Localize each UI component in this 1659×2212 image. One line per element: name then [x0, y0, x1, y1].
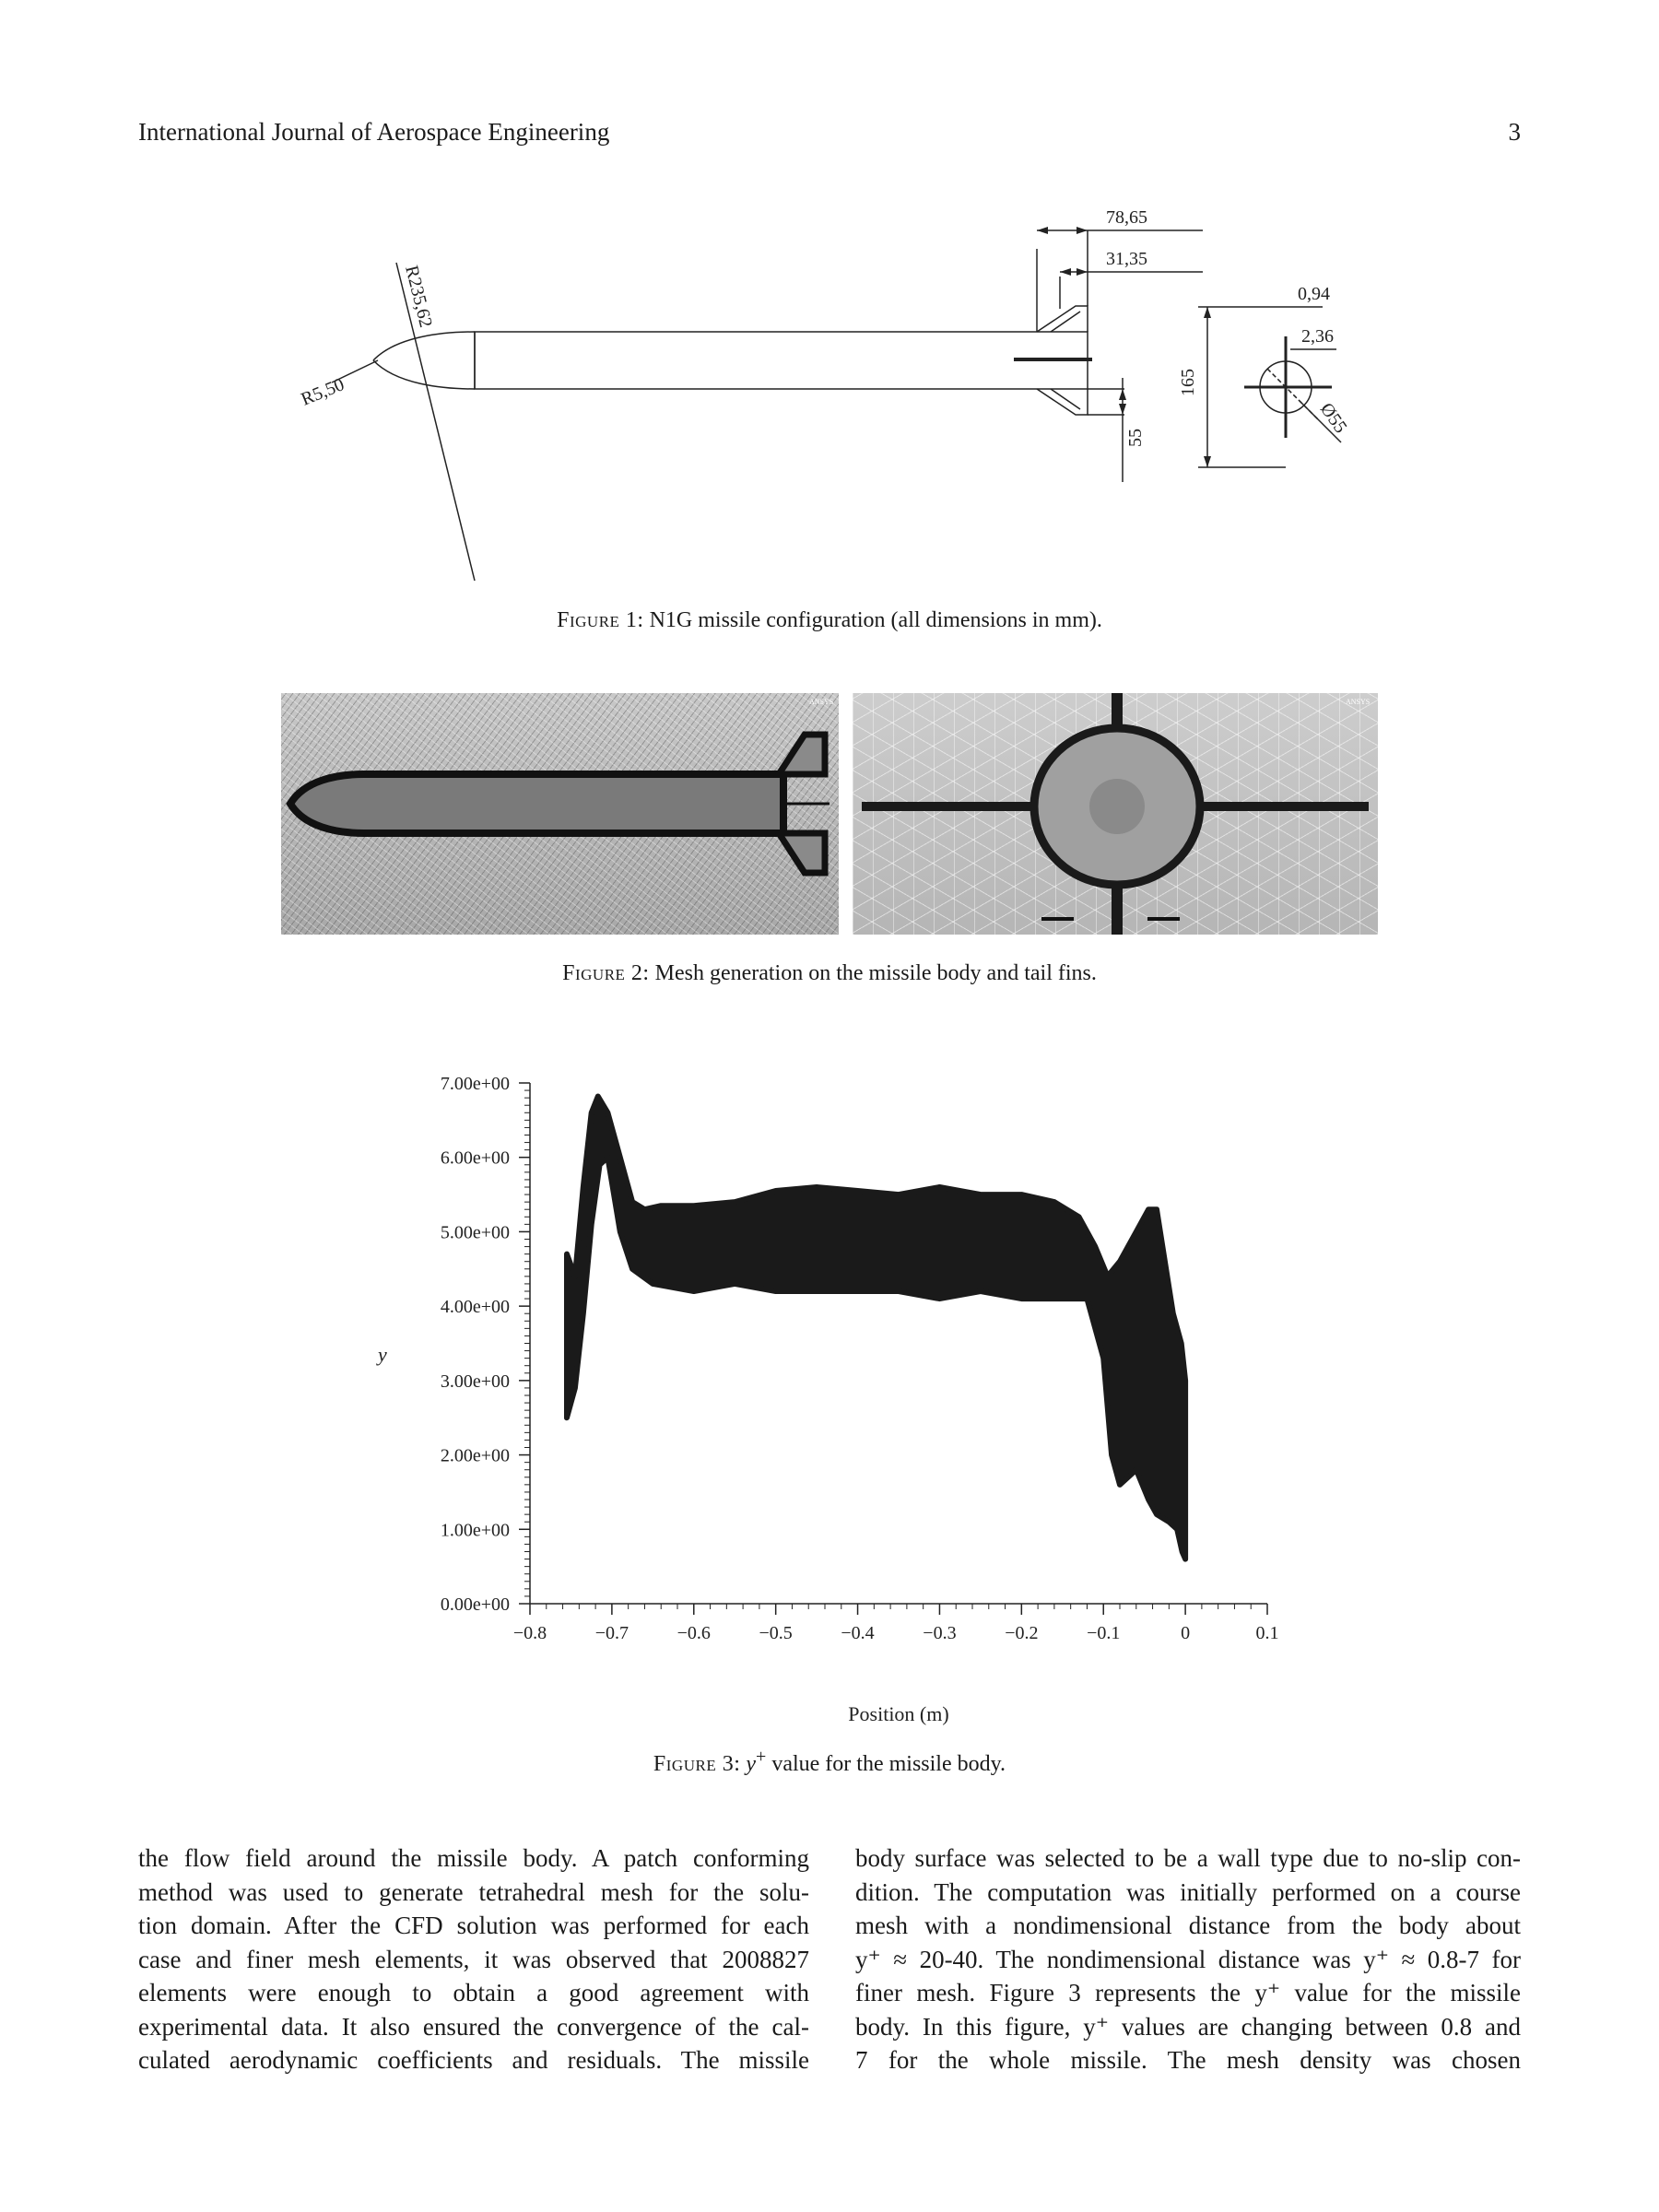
dim-fin-thickness: 0,94 — [1298, 284, 1330, 304]
body-text-right-column — [855, 1841, 1521, 2077]
chart-xlabel: Position (m) — [848, 1702, 949, 1725]
figure-3-caption-text: value for the missile body. — [771, 1752, 1006, 1776]
figure-3-label: Figure 3: — [653, 1752, 741, 1776]
x-tick-label: 0 — [1181, 1623, 1191, 1643]
y-tick-label: 1.00e+00 — [440, 1520, 510, 1541]
x-tick-label: 0.1 — [1255, 1623, 1279, 1643]
text-line: case and finer mesh elements, it was observed that 2008827 — [138, 1945, 809, 1973]
body-text-left-column — [138, 1841, 809, 2077]
dim-nose-radius: R5,50 — [298, 374, 347, 410]
dim-fin-height: 55 — [1125, 429, 1146, 447]
y-tick-label: 7.00e+00 — [440, 1074, 510, 1094]
missile-body — [475, 332, 1088, 389]
figure-3-caption — [0, 1747, 1659, 1777]
figure-3-symbol: y — [746, 1752, 757, 1776]
mesh-lower-fin — [779, 833, 825, 873]
scatter-band — [567, 1097, 1185, 1559]
text-line: mesh with a nondimensional distance from the body about — [855, 1912, 1521, 1939]
yplus-chart — [350, 1051, 1309, 1733]
y-tick-label: 6.00e+00 — [440, 1147, 510, 1169]
text-line: finer mesh. Figure 3 represents the y⁺ value for the missile — [855, 1979, 1521, 2006]
x-tick-label: −0.3 — [923, 1623, 957, 1643]
x-tick-label: −0.7 — [594, 1623, 629, 1643]
x-tick-label: −0.8 — [512, 1623, 547, 1643]
ansys-logo: ANSYS — [809, 698, 834, 706]
figure-2-label: Figure 2: — [562, 961, 650, 985]
text-line: elements were enough to obtain a good agreement with — [138, 1979, 809, 2006]
y-tick-label: 2.00e+00 — [440, 1445, 510, 1466]
missile-nose — [357, 348, 475, 359]
x-tick-label: −0.2 — [1005, 1623, 1039, 1643]
text-line: experimental data. It also ensured the convergence of the cal- — [138, 2012, 809, 2041]
x-tick-label: −0.1 — [1087, 1623, 1121, 1643]
x-tick-label: −0.5 — [759, 1623, 793, 1643]
ansys-logo: ANSYS — [1346, 698, 1371, 706]
figure-1-label: Figure 1: — [557, 608, 644, 632]
x-tick-label: −0.6 — [677, 1623, 711, 1643]
text-line: method was used to generate tetrahedral mesh for the solu- — [138, 1877, 809, 1906]
mesh-missile-body — [290, 774, 783, 833]
lower-fin — [1037, 389, 1088, 415]
dim-fin-tip-chord: 31,35 — [1106, 249, 1147, 269]
figure-1-caption-text: N1G missile configuration (all dimensions in mm). — [649, 608, 1102, 632]
dim-fin-root-chord: 78,65 — [1106, 207, 1147, 228]
x-tick-label: −0.4 — [841, 1623, 875, 1643]
missile-ogive — [373, 332, 475, 389]
text-line: culated aerodynamic coefficients and residuals. The missile — [138, 2046, 809, 2074]
running-head: International Journal of Aerospace Engineering — [138, 118, 610, 146]
figure-2-caption — [0, 961, 1659, 986]
dim-fin-gap: 2,36 — [1301, 326, 1334, 347]
figure-2-caption-text: Mesh generation on the missile body and tail fins. — [654, 961, 1097, 985]
text-line: y⁺ ≈ 20-40. The nondimensional distance was y⁺ ≈ 0.8-7 for — [855, 1945, 1521, 1973]
mesh-upper-fin — [779, 735, 825, 774]
figure-1-drawing — [276, 198, 1382, 594]
text-line: body. In this figure, y⁺ values are changing between 0.8 and — [855, 2012, 1521, 2041]
page-number: 3 — [1508, 118, 1521, 146]
text-line: 7 for the whole missile. The mesh density was chosen — [855, 2046, 1521, 2074]
text-line: tion domain. After the CFD solution was performed for each — [138, 1912, 809, 1939]
yplus-point-cloud — [567, 1097, 1185, 1559]
chart-ylabel: y — [378, 1343, 387, 1366]
text-line: body surface was selected to be a wall type due to no-slip con- — [855, 1844, 1521, 1872]
mesh-side-view — [281, 693, 839, 935]
upper-fin — [1037, 306, 1088, 332]
dim-ogive-radius: R235,62 — [401, 263, 437, 330]
y-tick-label: 4.00e+00 — [440, 1297, 510, 1318]
dim-body-diameter: Ø55 — [1315, 399, 1351, 438]
figure-3-sup: + — [756, 1747, 767, 1767]
dim-span: 165 — [1178, 369, 1198, 396]
figure-1-caption — [0, 608, 1659, 633]
mesh-cross-section — [853, 693, 1378, 935]
y-tick-label: 0.00e+00 — [440, 1594, 510, 1615]
y-tick-label: 3.00e+00 — [440, 1371, 510, 1392]
y-tick-label: 5.00e+00 — [440, 1222, 510, 1243]
text-line: dition. The computation was initially performed on a course — [855, 1877, 1521, 1906]
text-line: the flow field around the missile body. A patch conforming — [138, 1844, 809, 1872]
